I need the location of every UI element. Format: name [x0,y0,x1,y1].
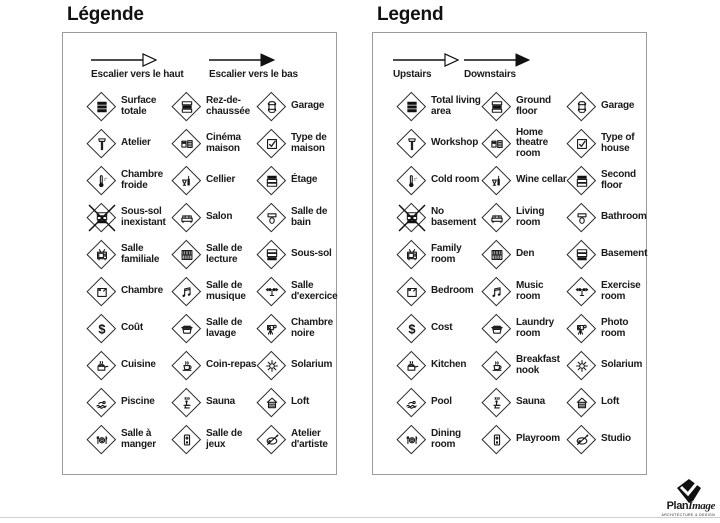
legend-item-label: Ground floor [516,95,551,117]
down-arrow-icon [464,53,530,67]
dining-icon [87,425,117,455]
no-basement-icon [397,203,427,233]
legend-item [172,384,257,421]
legend-item [482,347,567,384]
laundry-icon [172,314,202,344]
legend-item [482,162,567,199]
legend-item-label: Sauna [206,396,236,408]
legend-item [567,162,652,199]
legend-item [567,347,652,384]
legend-item [87,273,172,310]
legend-item-label: Second floor [601,169,636,191]
legend-item [172,236,257,273]
legend-item-label: Total living area [431,95,481,117]
bed-icon [87,277,117,307]
legend-item [482,88,567,125]
legend-item-label: Salle à manger [121,428,156,450]
legend-item-label: Salle de bain [291,206,328,228]
legend-item-label: Cellier [206,174,236,186]
legend-item-label: Chambre noire [291,317,333,339]
legend-item-label: Bedroom [431,285,474,297]
legend-item-label: Chambre [121,285,163,297]
palette-icon [567,425,597,455]
stack-full-icon [87,92,117,122]
legend-item-label: Sous-sol inexistant [121,206,166,228]
legend-item [482,384,567,421]
stairs-up-entry [91,53,184,80]
legend-item-label: Studio [601,433,631,445]
legend-item [397,347,482,384]
legend-item [482,273,567,310]
legend-item-label: Salle de lavage [206,317,243,339]
camera-icon [257,314,287,344]
legend-item-label: Living room [516,206,545,228]
planimage-logo [645,479,715,517]
legend-item-label: Cinéma maison [206,132,241,154]
legend-item [257,310,342,347]
legend-item-label: Sauna [516,396,546,408]
stack-bottom-icon [257,240,287,270]
legend-item-label: Atelier [121,137,151,149]
sauna-person-icon [172,388,202,418]
laundry-icon [482,314,512,344]
legend-item [87,347,172,384]
legend-item [567,384,652,421]
up-arrow-label: Escalier vers le haut [91,69,184,80]
dumbbell-icon [257,277,287,307]
legend-item [567,88,652,125]
legend-item [482,199,567,236]
down-arrow-label: Escalier vers le bas [209,69,298,80]
playroom-icon [172,425,202,455]
legend-item-label: Photo room [601,317,629,339]
legend-item [87,88,172,125]
loft-house-icon [257,388,287,418]
legend-item [482,125,567,162]
legend-item [397,88,482,125]
legend-item-label: Salle d'exercice [291,280,338,302]
legend-item-label: Solarium [601,359,643,371]
legend-item [257,88,342,125]
tv-icon [397,240,427,270]
legend-item [567,421,652,458]
swimmer-icon [87,388,117,418]
car-icon [567,92,597,122]
logo-plan-text: Plan [666,500,689,512]
legend-item-label: Garage [291,100,325,112]
legend-grid-fr [87,88,342,458]
bottom-divider [0,517,720,518]
legend-item [397,310,482,347]
panel-title-en: Legend [377,4,444,25]
sun-icon [567,351,597,381]
legend-item [172,88,257,125]
house-check-icon [257,129,287,159]
legend-item [257,421,342,458]
legend-item-label: Exercise room [601,280,641,302]
legend-item-label: Salle de jeux [206,428,243,450]
legend-panel-fr [62,2,338,450]
dollar-icon [87,314,117,344]
up-arrow-label: Upstairs [393,69,432,80]
legend-item-label: Bathroom [601,211,647,223]
legend-item [397,199,482,236]
legend-item [397,421,482,458]
camera-icon [567,314,597,344]
panel-box-en [372,32,647,475]
music-icon [482,277,512,307]
tv-icon [87,240,117,270]
legend-item-label: Solarium [291,359,333,371]
legend-item [172,347,257,384]
coffee-icon [172,351,202,381]
hammer-icon [87,129,117,159]
legend-item-label: Laundry room [516,317,555,339]
legend-item-label: Chambre froide [121,169,163,191]
legend-item-label: Cold room [431,174,480,186]
stack-top-icon [567,166,597,196]
playroom-icon [482,425,512,455]
legend-item [172,162,257,199]
legend-item [397,273,482,310]
legend-item [482,310,567,347]
legend-item-label: Type of house [601,132,635,154]
sofa-icon [482,203,512,233]
bookshelf-icon [482,240,512,270]
panel-title-fr: Légende [67,4,144,25]
legend-item [172,273,257,310]
stack-ground-icon [172,92,202,122]
legend-item-label: Kitchen [431,359,467,371]
legend-item [257,236,342,273]
legend-item [397,125,482,162]
swimmer-icon [397,388,427,418]
legend-item-label: Family room [431,243,462,265]
legend-panel-en [372,2,648,450]
hammer-icon [397,129,427,159]
legend-item [87,384,172,421]
legend-item [567,125,652,162]
legend-item-label: Wine cellar [516,174,567,186]
down-arrow-label: Downstairs [464,69,516,80]
legend-item-label: Dining room [431,428,461,450]
legend-item-label: Sous-sol [291,248,332,260]
wine-icon [172,166,202,196]
legend-item [257,384,342,421]
legend-item [87,421,172,458]
legend-item-label: Coût [121,322,143,334]
legend-item [257,125,342,162]
loft-house-icon [567,388,597,418]
thermometer-icon [87,166,117,196]
legend-item-label: Cuisine [121,359,156,371]
sofa-icon [172,203,202,233]
pot-icon [87,351,117,381]
logo-caption: ARCHITECTURE & DESIGN [661,513,715,517]
toilet-icon [257,203,287,233]
legend-item [172,125,257,162]
legend-item-label: Rez-de-chaussée [206,95,250,117]
legend-item-label: Playroom [516,433,560,445]
theatre-icon [172,129,202,159]
legend-item-label: Basement [601,248,648,260]
legend-item [567,199,652,236]
up-arrow-icon [393,53,459,67]
stack-full-icon [397,92,427,122]
stack-ground-icon [482,92,512,122]
stack-top-icon [257,166,287,196]
legend-item [257,199,342,236]
legend-item [567,236,652,273]
no-basement-icon [87,203,117,233]
legend-item-label: Piscine [121,396,155,408]
legend-item-label: Surface totale [121,95,157,117]
legend-item [172,421,257,458]
legend-item [567,273,652,310]
stairs-down-entry [464,53,530,80]
legend-item-label: Coin-repas [206,359,257,371]
legend-item [172,310,257,347]
down-arrow-icon [209,53,275,67]
house-check-icon [567,129,597,159]
music-icon [172,277,202,307]
dollar-icon [397,314,427,344]
legend-item [87,162,172,199]
wine-icon [482,166,512,196]
palette-icon [257,425,287,455]
legend-grid-en [397,88,652,458]
dumbbell-icon [567,277,597,307]
planimage-wordmark [667,501,715,512]
stairs-up-entry [393,53,459,80]
legend-item-label: Étage [291,174,318,186]
legend-item-label: Salle de lecture [206,243,243,265]
up-arrow-icon [91,53,157,67]
legend-item-label: Salle de musique [206,280,246,302]
legend-item [172,199,257,236]
thermometer-icon [397,166,427,196]
car-icon [257,92,287,122]
legend-item [397,236,482,273]
bookshelf-icon [172,240,202,270]
stairs-down-entry [209,53,298,80]
logo-image-text: Image [688,500,715,512]
legend-item-label: Type de maison [291,132,327,154]
legend-item-label: Breakfast nook [516,354,560,376]
legend-item [482,421,567,458]
sun-icon [257,351,287,381]
legend-item-label: Workshop [431,137,479,149]
legend-item-label: Home theatre room [516,126,548,159]
legend-item-label: Garage [601,100,635,112]
legend-item [87,125,172,162]
legend-item-label: Pool [431,396,452,408]
legend-item-label: Loft [291,396,310,408]
legend-item-label: Atelier d'artiste [291,428,328,450]
legend-item-label: Salon [206,211,233,223]
legend-item [87,236,172,273]
toilet-icon [567,203,597,233]
legend-item-label: No basement [431,206,477,228]
panel-box-fr [62,32,337,475]
legend-item-label: Salle familiale [121,243,160,265]
legend-item [397,162,482,199]
stack-bottom-icon [567,240,597,270]
pot-icon [397,351,427,381]
coffee-icon [482,351,512,381]
legend-item [567,310,652,347]
theatre-icon [482,129,512,159]
legend-item-label: Den [516,248,535,260]
dining-icon [397,425,427,455]
legend-item [257,347,342,384]
bed-icon [397,277,427,307]
legend-item [257,162,342,199]
legend-item [482,236,567,273]
legend-item [257,273,342,310]
legend-item [87,310,172,347]
legend-item [87,199,172,236]
legend-item [397,384,482,421]
legend-item-label: Loft [601,396,620,408]
sauna-person-icon [482,388,512,418]
legend-item-label: Music room [516,280,544,302]
legend-item-label: Cost [431,322,453,334]
